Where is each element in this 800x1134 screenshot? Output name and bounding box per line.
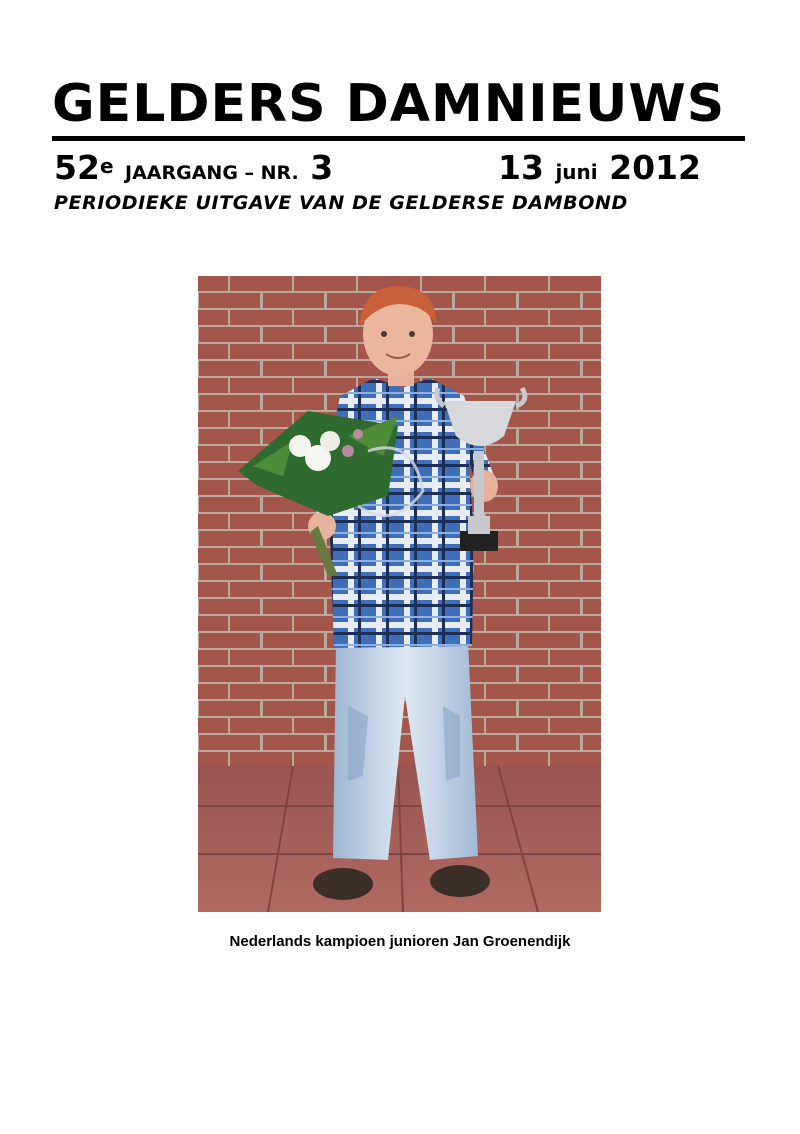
date-year: 2012 bbox=[609, 148, 701, 187]
issue-date bbox=[498, 146, 701, 194]
issue-number: 3 bbox=[310, 148, 334, 187]
date-day: 13 bbox=[498, 148, 544, 187]
date-month: juni bbox=[555, 160, 598, 184]
volume-number: 52 bbox=[54, 148, 100, 187]
photo-caption: Nederlands kampioen junioren Jan Groenendijk bbox=[229, 933, 571, 950]
issue-info bbox=[54, 146, 744, 190]
newsletter-title: GELDERS DAMNIEUWS bbox=[52, 74, 726, 134]
volume-label: JAARGANG – NR. bbox=[125, 162, 299, 184]
publication-subtitle: PERIODIEKE UITGAVE VAN DE GELDERSE DAMBOND bbox=[54, 192, 628, 214]
volume-suffix: e bbox=[99, 154, 114, 178]
pavement bbox=[198, 766, 601, 912]
title-divider bbox=[52, 136, 745, 141]
volume-issue bbox=[54, 146, 333, 195]
cover-photo bbox=[198, 276, 601, 912]
